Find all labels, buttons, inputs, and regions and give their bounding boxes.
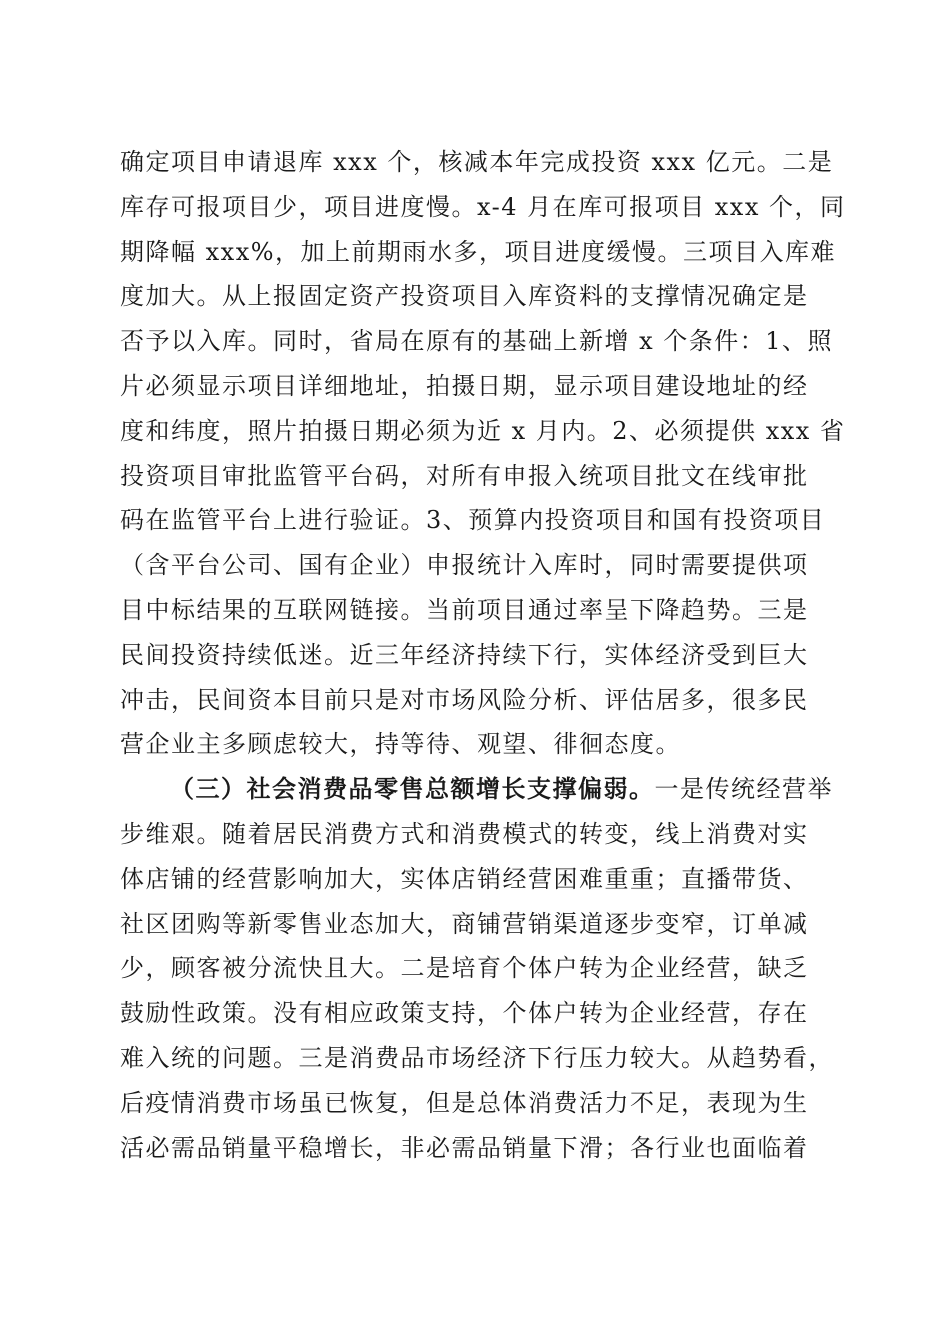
document-body xyxy=(120,140,846,1170)
text-line: 码在监管平台上进行验证。3、预算内投资项目和国有投资项目 xyxy=(120,506,826,535)
text-line: 否予以入库。同时，省局在原有的基础上新增 x 个条件：1、照 xyxy=(120,327,834,356)
paragraph-investment xyxy=(120,140,846,767)
text-line: 冲击，民间资本目前只是对市场风险分析、评估居多，很多民 xyxy=(120,685,809,714)
text-line: 库存可报项目少，项目进度慢。x-4 月在库可报项目 xxx 个，同 xyxy=(120,192,846,221)
text-line: （含平台公司、国有企业）申报统计入库时，同时需要提供项 xyxy=(120,551,809,580)
section-heading: （三）社会消费品零售总额增长支撑偏弱。 xyxy=(170,774,655,804)
text-line: 难入统的问题。三是消费品市场经济下行压力较大。从趋势看， xyxy=(120,1043,834,1072)
text-line: 确定项目申请退库 xxx 个，核减本年完成投资 xxx 亿元。二是 xyxy=(120,148,834,176)
text-line: 社区团购等新零售业态加大，商铺营销渠道逐步变窄，订单减 xyxy=(120,909,809,938)
text-line: 鼓励性政策。没有相应政策支持，个体户转为企业经营，存在 xyxy=(120,999,809,1028)
text-line: 度和纬度，照片拍摄日期必须为近 x 月内。2、必须提供 xxx 省 xyxy=(120,416,846,445)
text-line: 目中标结果的互联网链接。当前项目通过率呈下降趋势。三是 xyxy=(120,595,809,624)
text-span: 一是传统经营举 xyxy=(654,775,833,804)
text-line: 步维艰。随着居民消费方式和消费模式的转变，线上消费对实 xyxy=(120,819,809,848)
text-line: 度加大。从上报固定资产投资项目入库资料的支撑情况确定是 xyxy=(120,282,809,311)
text-line: 片必须显示项目详细地址，拍摄日期，显示项目建设地址的经 xyxy=(120,371,809,400)
text-line: 活必需品销量平稳增长，非必需品销量下滑；各行业也面临着 xyxy=(120,1133,809,1162)
text-line: 投资项目审批监管平台码，对所有申报入统项目批文在线审批 xyxy=(120,461,809,490)
text-line: 期降幅 xxx%，加上前期雨水多，项目进度缓慢。三项目入库难 xyxy=(120,237,837,266)
text-line: 民间投资持续低迷。近三年经济持续下行，实体经济受到巨大 xyxy=(120,640,809,669)
text-line: 营企业主多顾虑较大，持等待、观望、徘徊态度。 xyxy=(120,730,681,759)
paragraph-first-line xyxy=(120,767,833,812)
text-line: 体店铺的经营影响加大，实体店销经营困难重重；直播带货、 xyxy=(120,864,809,893)
text-line: 少，顾客被分流快且大。二是培育个体户转为企业经营，缺乏 xyxy=(120,954,809,983)
paragraph-consumer-retail xyxy=(120,767,834,1170)
text-line: 后疫情消费市场虽已恢复，但是总体消费活力不足，表现为生 xyxy=(120,1088,809,1117)
